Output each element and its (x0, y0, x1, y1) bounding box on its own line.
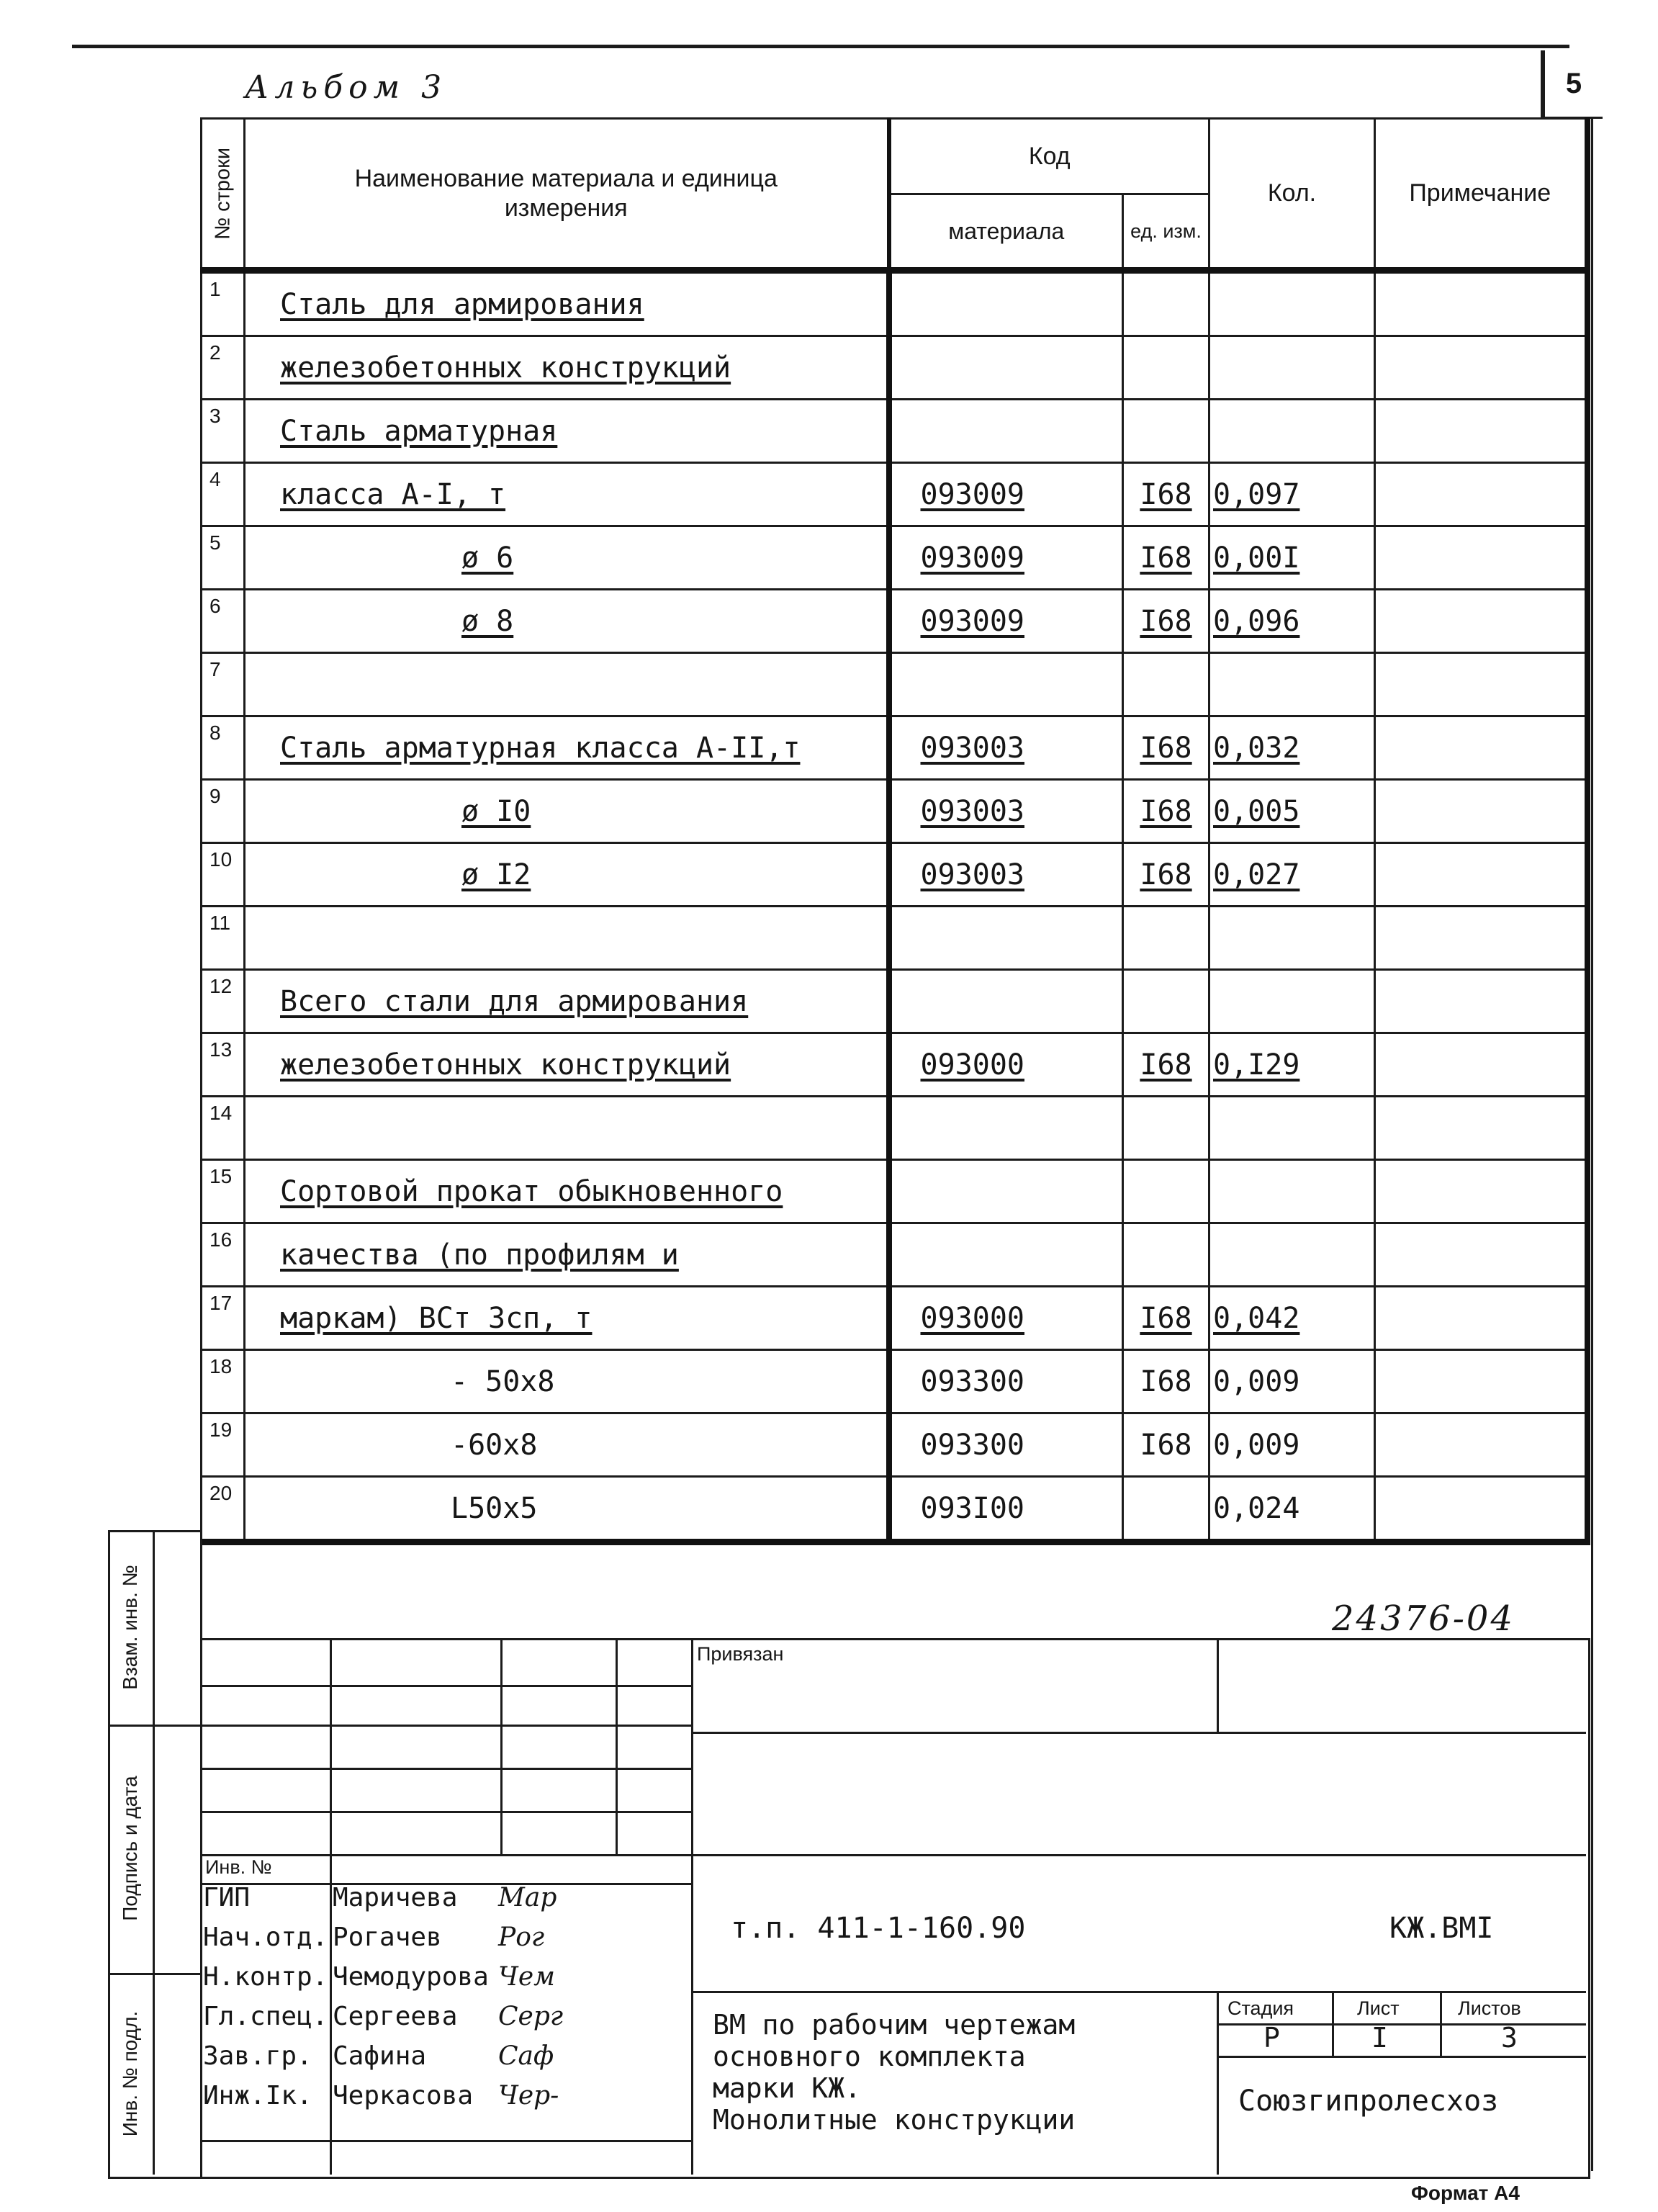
grid-line (200, 1768, 691, 1770)
qty-header: Кол. (1209, 119, 1375, 271)
grid-line (691, 1638, 693, 2175)
table-row: 6 ø 8 093009 I68 0,096 (202, 590, 1587, 653)
signature-date-label: Подпись и дата (119, 1776, 141, 1921)
grid-line (200, 2140, 691, 2142)
grid-line (500, 1638, 503, 1854)
page-number: 5 (1541, 50, 1603, 119)
grid-line (1332, 1991, 1334, 2056)
grid-line (200, 1811, 691, 1813)
document-mark: КЖ.ВМI (1389, 1912, 1494, 1945)
table-row: 19 -60x8 093300 I68 0,009 (202, 1413, 1587, 1477)
grid-line (200, 1854, 1586, 1856)
replaced-inv-label: Взам. инв. № (119, 1565, 141, 1690)
staff-row: Н.контр. Чемодурова Чем (203, 1962, 555, 1992)
table-row: 17 маркам) ВСт 3сп, т 093000 I68 0,042 (202, 1287, 1587, 1350)
material-code-header: материала (889, 194, 1123, 271)
original-inv-label: Инв. № подл. (119, 2010, 141, 2137)
grid-line (200, 1685, 691, 1687)
grid-line (616, 1638, 618, 1854)
left-strip-divider (153, 1530, 155, 2175)
grid-line (691, 1991, 1586, 1993)
staff-row: Нач.отд. Рогачев Рог (203, 1923, 545, 1952)
table-row: 11 (202, 907, 1587, 970)
row-number-header: № строки (202, 119, 245, 271)
table-row: 14 (202, 1097, 1587, 1160)
table-row: 9 ø I0 093003 I68 0,005 (202, 780, 1587, 843)
grid-line (1217, 1638, 1219, 1732)
table-row: 15 Сортовой прокат обыкновенного (202, 1160, 1587, 1223)
table-row: 8 Сталь арматурная класса А-II,т 093003 I68 0,032 (202, 716, 1587, 780)
format-label: Формат А4 (1411, 2182, 1520, 2204)
staff-row: Гл.спец. Сергеева Серг (203, 2002, 564, 2031)
frame-right-line (1591, 119, 1593, 2171)
table-row: 13 железобетонных конструкций 093000 I68 0,I29 (202, 1033, 1587, 1097)
materials-table (200, 117, 1590, 1545)
sheets-value: 3 (1501, 2022, 1518, 2054)
grid-line (1440, 1991, 1442, 2056)
table-row: 18 - 50x8 093300 I68 0,009 (202, 1350, 1587, 1413)
table-row: 20 L50x5 093I00 0,024 (202, 1477, 1587, 1542)
staff-row: ГИП Маричева Мар (203, 1883, 557, 1912)
grid-line (1217, 2056, 1586, 2058)
grid-line (200, 1725, 691, 1727)
table-row: 10 ø I2 093003 I68 0,027 (202, 843, 1587, 907)
album-label: Альбом 3 (245, 69, 448, 106)
privyazan-label: Привязан (697, 1643, 784, 1665)
name-header: Наименование материала и единица измерения (245, 119, 889, 271)
staff-row: Инж.Iк. Черкасова Чер- (203, 2081, 559, 2110)
code-header: Код (889, 119, 1209, 194)
table-row: 2 железобетонных конструкций (202, 336, 1587, 400)
organization-name: Союзгипролесхоз (1238, 2085, 1499, 2118)
table-row: 4 класса А-I, т 093009 I68 0,097 (202, 463, 1587, 526)
table-row: 5 ø 6 093009 I68 0,00I (202, 526, 1587, 590)
left-strip-line (108, 1725, 200, 1727)
document-number: 24376-04 (1332, 1599, 1515, 1639)
stage-label: Стадия (1227, 1997, 1294, 2019)
unit-code-header: ед. изм. (1123, 194, 1209, 271)
table-row: 7 (202, 653, 1587, 716)
sheet-value: I (1371, 2022, 1388, 2054)
sheets-label: Листов (1458, 1997, 1521, 2019)
document-title: ВМ по рабочим чертежам основного комплекта марки КЖ. Монолитные конструкции (713, 2009, 1076, 2136)
table-row: 12 Всего стали для армирования (202, 970, 1587, 1033)
inv-number-label: Инв. № (205, 1856, 272, 1878)
project-code: т.п. 411-1-160.90 (731, 1912, 1026, 1945)
staff-row: Зав.гр. Сафина Саф (203, 2041, 554, 2071)
left-strip-line (108, 1973, 200, 1975)
table-row: 3 Сталь арматурная (202, 400, 1587, 463)
sheet-label: Лист (1357, 1997, 1400, 2019)
stage-value: Р (1263, 2022, 1280, 2054)
table-row: 1 Сталь для армирования (202, 271, 1587, 336)
top-rule (72, 45, 1569, 48)
grid-line (691, 1732, 1586, 1734)
grid-line (1217, 1991, 1219, 2175)
note-header: Примечание (1375, 119, 1587, 271)
table-row: 16 качества (по профилям и (202, 1223, 1587, 1287)
